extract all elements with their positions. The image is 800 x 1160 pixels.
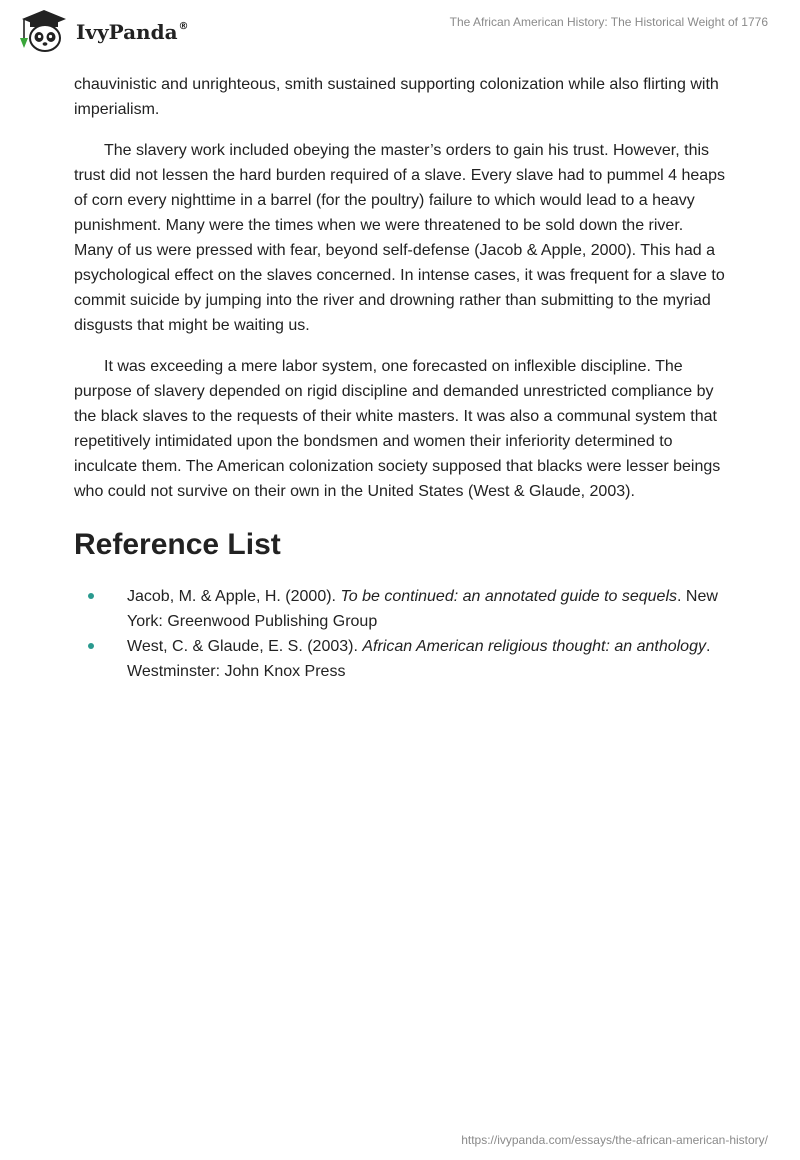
panda-graduation-cap-logo-icon <box>14 8 74 54</box>
paragraph: The slavery work included obeying the master’s orders to gain his trust. However, this trust did not lessen the hard burden required of a slave. Every slave had to pummel 4 heaps of corn every nighttime in a barrel (for the poultry) failure to which would lead to a heavy punishment. Many were the times when we were threatened to be sold down the river. Many of us were pressed with fear, beyond self-defense (Jacob & Apple, 2000). This had a psychological effect on the slaves concerned. In intense cases, it was frequent for a slave to commit suicide by jumping into the river and drowning rather than submitting to the myriad disgusts that might be waiting us. <box>74 142 726 334</box>
reference-title: African American religious thought: an anthology <box>362 638 706 655</box>
registered-mark: ® <box>178 21 189 33</box>
reference-list <box>74 584 726 684</box>
reference-publisher: . Westminster: John Knox Press <box>127 638 711 680</box>
reference-item <box>74 634 726 684</box>
brand-logo[interactable] <box>14 8 189 54</box>
paragraph: It was exceeding a mere labor system, one forecasted on inflexible discipline. The purpose of slavery depended on rigid discipline and demanded unrestricted compliance by the black slaves to the requests of their white masters. It was also a communal system that repetitively intimidated upon the bondsmen and women their inferiority determined to inculcate them. The American colonization society supposed that blacks were lesser beings who could not survive on their own in the United States (West & Glaude, 2003). <box>74 358 721 500</box>
page-header <box>0 0 800 60</box>
brand-name-text: IvyPanda <box>76 20 178 44</box>
brand-name <box>76 20 189 44</box>
reference-item <box>74 584 726 634</box>
source-url[interactable]: https://ivypanda.com/essays/the-african-american-history/ <box>461 1133 768 1147</box>
bullet-icon <box>88 593 94 599</box>
reference-list-heading: Reference List <box>74 528 281 561</box>
reference-authors: West, C. & Glaude, E. S. (2003). <box>127 638 363 655</box>
reference-publisher: . New York: Greenwood Publishing Group <box>127 588 718 630</box>
paragraph: chauvinistic and unrighteous, smith sustained supporting colonization while also flirting with imperialism. <box>74 76 719 118</box>
reference-authors: Jacob, M. & Apple, H. (2000). <box>127 588 341 605</box>
document-title: The African American History: The Historical Weight of 1776 <box>449 15 768 29</box>
bullet-icon <box>88 643 94 649</box>
reference-title: To be continued: an annotated guide to sequels <box>340 588 678 605</box>
essay-content <box>74 72 726 684</box>
